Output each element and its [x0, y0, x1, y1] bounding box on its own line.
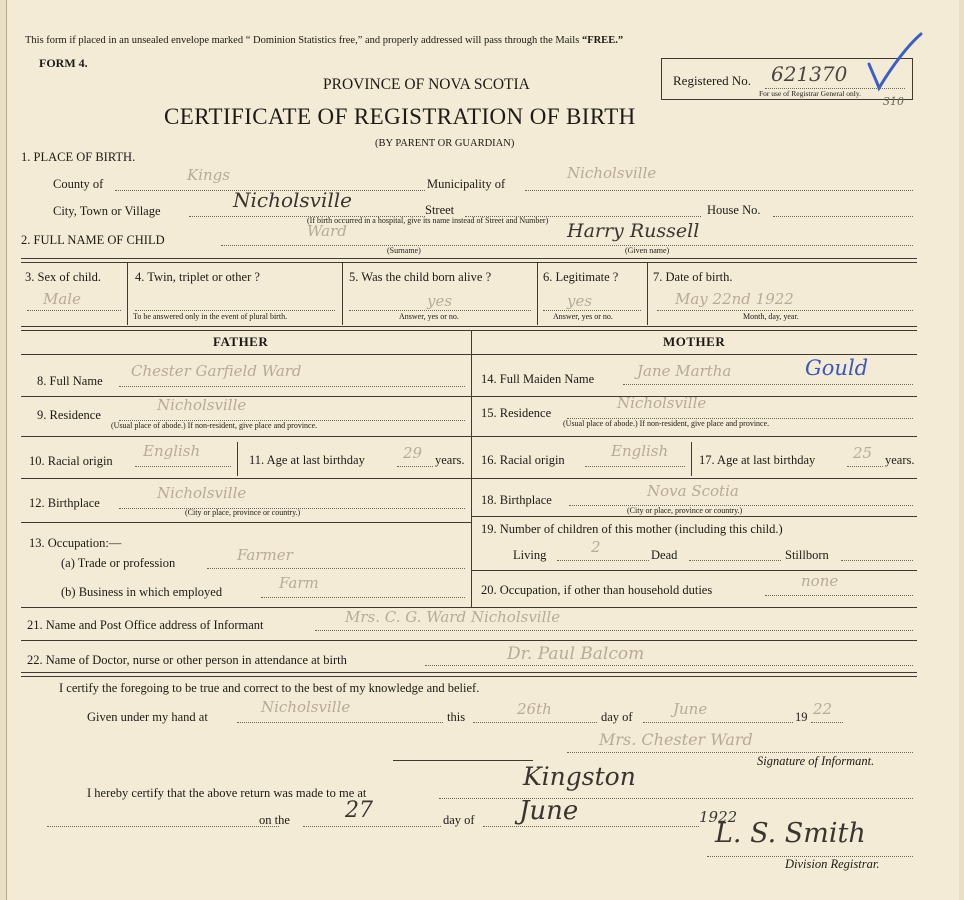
father-occupation-label: 13. Occupation:— [29, 536, 122, 550]
father-racial-label: 10. Racial origin [29, 454, 113, 468]
mother-birthplace-note: (City or place, province or country.) [627, 506, 743, 515]
informant-signature-value: Mrs. Chester Ward [599, 730, 753, 749]
legitimate-label: 6. Legitimate ? [543, 270, 619, 284]
mother-racial-label: 16. Racial origin [481, 453, 565, 467]
corner-mark: 310 [883, 95, 904, 108]
given-month-value: June [673, 700, 708, 718]
father-residence-value: Nicholsville [157, 396, 247, 414]
doctor-label: 22. Name of Doctor, nurse or other person in attendance at birth [27, 653, 347, 667]
date-of-birth-value: May 22nd 1922 [675, 290, 794, 308]
street-label: Street [425, 203, 455, 217]
given-day-value: 26th [517, 700, 552, 718]
mother-name-blue: Gould [805, 356, 869, 380]
county-value: Kings [187, 166, 230, 184]
born-alive-label: 5. Was the child born alive ? [349, 270, 492, 284]
trade-value: Farmer [237, 546, 293, 564]
birth-certificate-form [6, 0, 959, 900]
mother-age-years: years. [885, 453, 915, 467]
mother-racial-value: English [611, 442, 669, 460]
mail-notice: This form if placed in an unsealed envelope marked “ Dominion Statistics free,” and properly addressed will pass through the Mails “FREE.” [25, 35, 624, 46]
father-racial-value: English [143, 442, 201, 460]
mother-name-value: Jane Martha [637, 362, 732, 380]
mother-name-label: 14. Full Maiden Name [481, 372, 595, 386]
father-name-value: Chester Garfield Ward [131, 362, 302, 380]
given-name-caption: (Given name) [625, 246, 670, 255]
father-birthplace-value: Nicholsville [157, 484, 247, 502]
mother-residence-label: 15. Residence [481, 406, 552, 420]
legitimate-note: Answer, yes or no. [553, 312, 613, 321]
child-name-label: 2. FULL NAME OF CHILD [21, 233, 165, 247]
living-value: 2 [591, 538, 601, 556]
sex-label: 3. Sex of child. [25, 270, 102, 284]
registrar-day-of-label: day of [443, 813, 475, 827]
children-count-label: 19. Number of children of this mother (including this child.) [481, 522, 783, 536]
twin-label: 4. Twin, triplet or other ? [135, 270, 260, 284]
father-age-label: 11. Age at last birthday [249, 453, 365, 467]
municipality-value: Nicholsville [567, 164, 657, 182]
born-alive-note: Answer, yes or no. [399, 312, 459, 321]
mother-residence-value: Nicholsville [617, 394, 707, 412]
doctor-value: Dr. Paul Balcom [507, 644, 645, 664]
form-number: FORM 4. [39, 56, 88, 70]
father-name-label: 8. Full Name [37, 374, 103, 388]
page-title: CERTIFICATE OF REGISTRATION OF BIRTH [164, 104, 636, 129]
city-value: Nicholsville [233, 188, 353, 212]
given-year-value: 22 [813, 700, 833, 718]
registrar-general-note: For use of Registrar General only. [759, 89, 861, 98]
municipality-label: Municipality of [427, 177, 506, 191]
father-birthplace-note: (City or place, province or country.) [185, 508, 301, 517]
father-age-value: 29 [403, 444, 423, 462]
registered-number: 621370 [771, 62, 848, 86]
father-birthplace-label: 12. Birthplace [29, 496, 100, 510]
registrar-year-value: 1922 [699, 808, 738, 826]
registrar-signature-value: L. S. Smith [715, 818, 866, 849]
province-heading: PROVINCE OF NOVA SCOTIA [323, 76, 530, 93]
certify-statement: I certify the foregoing to be true and correct to the best of my knowledge and belief. [59, 681, 480, 695]
house-number-label: House No. [707, 203, 761, 217]
child-surname-value: Ward [307, 222, 347, 240]
surname-caption: (Surname) [387, 246, 421, 255]
child-given-name-value: Harry Russell [567, 220, 700, 242]
father-age-years: years. [435, 453, 465, 467]
place-heading: 1. PLACE OF BIRTH. [21, 150, 136, 164]
dead-label: Dead [651, 548, 678, 562]
registered-label: Registered No. [673, 73, 751, 88]
registrar-day-value: 27 [345, 798, 373, 823]
given-year-prefix: 19 [795, 710, 808, 724]
date-of-birth-note: Month, day, year. [743, 312, 799, 321]
living-label: Living [513, 548, 547, 562]
registrar-month-value: June [519, 796, 579, 826]
page-subtitle: (BY PARENT OR GUARDIAN) [375, 138, 515, 149]
informant-label: 21. Name and Post Office address of Informant [27, 618, 264, 632]
born-alive-value: yes [427, 292, 453, 310]
mother-heading: MOTHER [663, 334, 726, 349]
on-the-label: on the [259, 813, 290, 827]
mother-age-label: 17. Age at last birthday [699, 453, 816, 467]
mother-birthplace-label: 18. Birthplace [481, 493, 552, 507]
county-label: County of [53, 177, 104, 191]
mother-occupation-label: 20. Occupation, if other than household duties [481, 583, 713, 597]
informant-signature-caption: Signature of Informant. [757, 754, 875, 768]
legitimate-value: yes [567, 292, 593, 310]
twin-note: To be answered only in the event of plural birth. [133, 312, 288, 321]
mother-occupation-value: none [801, 572, 839, 590]
father-heading: FATHER [213, 334, 269, 349]
business-value: Farm [279, 574, 319, 592]
date-of-birth-label: 7. Date of birth. [653, 270, 733, 284]
mother-residence-note: (Usual place of abode.) If non-resident, give place and province. [563, 419, 770, 428]
registrar-place-value: Kingston [523, 762, 636, 791]
mother-birthplace-value: Nova Scotia [647, 482, 739, 500]
trade-label: (a) Trade or profession [61, 556, 176, 570]
check-mark-icon [857, 30, 927, 100]
mother-age-value: 25 [853, 444, 873, 462]
given-hand-label: Given under my hand at [87, 710, 208, 724]
this-label: this [447, 710, 466, 724]
informant-value: Mrs. C. G. Ward Nicholsville [345, 608, 561, 626]
registrar-caption: Division Registrar. [785, 857, 880, 871]
city-label: City, Town or Village [53, 204, 161, 218]
sex-value: Male [43, 290, 81, 308]
hospital-note: (If birth occurred in a hospital, give its name instead of Street and Number) [307, 216, 549, 225]
father-residence-note: (Usual place of abode.) If non-resident, give place and province. [111, 421, 318, 430]
given-day-of-label: day of [601, 710, 633, 724]
given-place-value: Nicholsville [261, 698, 351, 716]
stillborn-label: Stillborn [785, 548, 829, 562]
registrar-statement: I hereby certify that the above return was made to me at [87, 786, 367, 800]
father-residence-label: 9. Residence [37, 408, 101, 422]
business-label: (b) Business in which employed [61, 585, 223, 599]
